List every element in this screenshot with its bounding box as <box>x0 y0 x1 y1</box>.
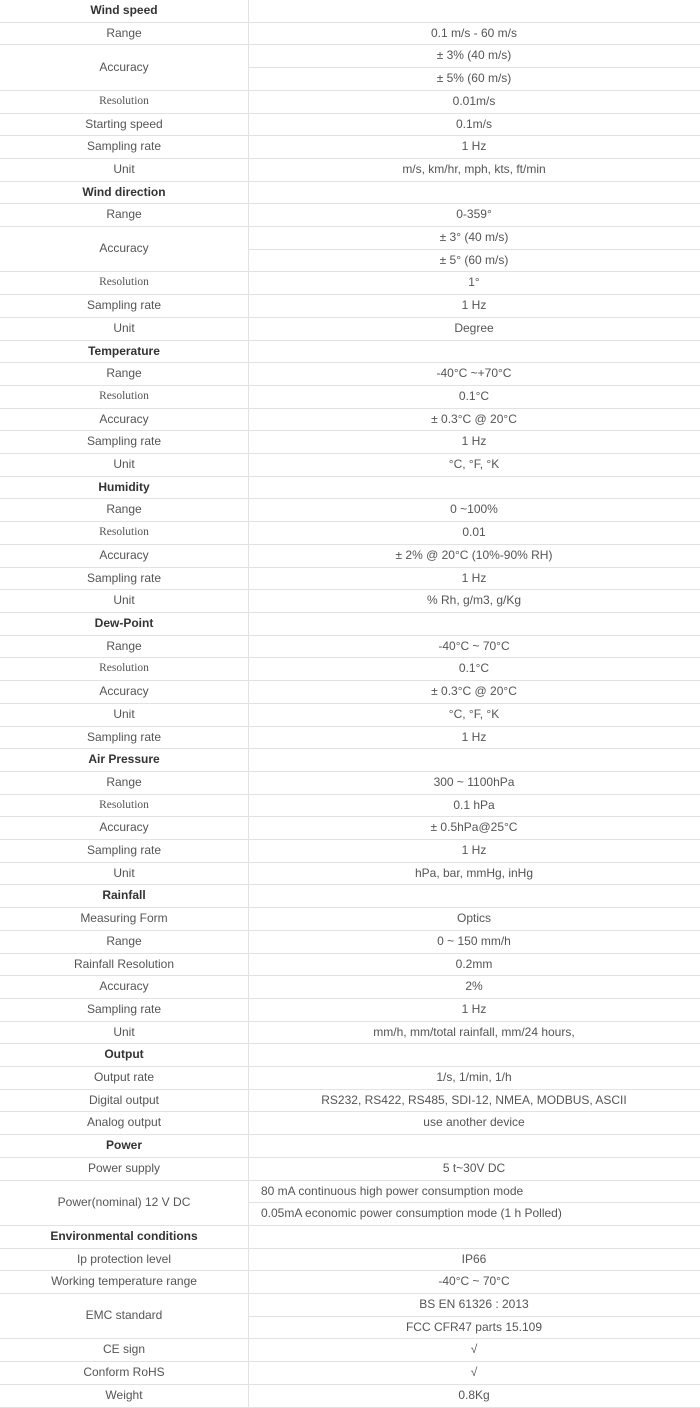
parameter-value: ± 5% (60 m/s) <box>249 68 700 91</box>
spec-row <box>0 862 700 885</box>
spec-row <box>0 976 700 999</box>
parameter-value: 0.2mm <box>249 953 700 976</box>
parameter-value: 5 t~30V DC <box>249 1157 700 1180</box>
parameter-value: 80 mA continuous high power consumption mode <box>249 1180 700 1203</box>
parameter-label: Range <box>0 22 249 45</box>
spec-row <box>0 590 700 613</box>
spec-row <box>0 658 700 681</box>
parameter-value: ± 0.5hPa@25°C <box>249 817 700 840</box>
parameter-value: 1 Hz <box>249 726 700 749</box>
parameter-value: BS EN 61326 : 2013 <box>249 1294 700 1317</box>
section-empty-cell <box>249 0 700 22</box>
spec-row <box>0 113 700 136</box>
parameter-label: Unit <box>0 1021 249 1044</box>
parameter-label: Resolution <box>0 522 249 545</box>
parameter-label: Unit <box>0 862 249 885</box>
parameter-value: 1 Hz <box>249 136 700 159</box>
section-header-row <box>0 1044 700 1067</box>
section-empty-cell <box>249 749 700 772</box>
parameter-label: Accuracy <box>0 817 249 840</box>
parameter-label: Ip protection level <box>0 1248 249 1271</box>
parameter-label: Range <box>0 771 249 794</box>
section-header-row <box>0 885 700 908</box>
parameter-value: 0.8Kg <box>249 1384 700 1407</box>
parameter-label: Unit <box>0 317 249 340</box>
parameter-value: 0-359° <box>249 204 700 227</box>
parameter-label: Accuracy <box>0 227 249 272</box>
parameter-label: Resolution <box>0 90 249 113</box>
parameter-value: 2% <box>249 976 700 999</box>
spec-row <box>0 840 700 863</box>
parameter-value: RS232, RS422, RS485, SDI-12, NMEA, MODBUS, ASCII <box>249 1089 700 1112</box>
section-header-row <box>0 1135 700 1158</box>
parameter-label: Accuracy <box>0 45 249 90</box>
parameter-value: -40°C ~+70°C <box>249 363 700 386</box>
parameter-value: mm/h, mm/total rainfall, mm/24 hours, <box>249 1021 700 1044</box>
parameter-value: √ <box>249 1339 700 1362</box>
parameter-label: Analog output <box>0 1112 249 1135</box>
parameter-value: 0 ~100% <box>249 499 700 522</box>
spec-row <box>0 431 700 454</box>
section-empty-cell <box>249 476 700 499</box>
spec-row <box>0 408 700 431</box>
spec-row <box>0 681 700 704</box>
spec-row <box>0 930 700 953</box>
spec-row <box>0 227 700 250</box>
section-header-row <box>0 476 700 499</box>
parameter-value: use another device <box>249 1112 700 1135</box>
parameter-value: FCC CFR47 parts 15.109 <box>249 1316 700 1339</box>
section-header-row <box>0 340 700 363</box>
spec-row <box>0 317 700 340</box>
spec-row <box>0 1362 700 1385</box>
parameter-value: 1 Hz <box>249 567 700 590</box>
spec-row <box>0 703 700 726</box>
section-header-row <box>0 749 700 772</box>
spec-row <box>0 204 700 227</box>
parameter-value: Degree <box>249 317 700 340</box>
parameter-label: Unit <box>0 590 249 613</box>
parameter-value: 0.01 <box>249 522 700 545</box>
parameter-value: 0.1 m/s - 60 m/s <box>249 22 700 45</box>
parameter-label: Sampling rate <box>0 567 249 590</box>
parameter-value: °C, °F, °K <box>249 703 700 726</box>
parameter-label: Resolution <box>0 272 249 295</box>
parameter-label: Rainfall Resolution <box>0 953 249 976</box>
parameter-label: Output rate <box>0 1067 249 1090</box>
parameter-value: ± 3% (40 m/s) <box>249 45 700 68</box>
parameter-value: ± 5° (60 m/s) <box>249 249 700 272</box>
parameter-value: 300 ~ 1100hPa <box>249 771 700 794</box>
parameter-value: 1/s, 1/min, 1/h <box>249 1067 700 1090</box>
section-header-row <box>0 612 700 635</box>
section-title: Temperature <box>0 340 249 363</box>
spec-row <box>0 544 700 567</box>
parameter-value: 0.01m/s <box>249 90 700 113</box>
parameter-value: IP66 <box>249 1248 700 1271</box>
section-title: Wind direction <box>0 181 249 204</box>
parameter-value: % Rh, g/m3, g/Kg <box>249 590 700 613</box>
section-title: Air Pressure <box>0 749 249 772</box>
parameter-label: Resolution <box>0 658 249 681</box>
parameter-label: Resolution <box>0 794 249 817</box>
section-title: Environmental conditions <box>0 1225 249 1248</box>
parameter-label: Accuracy <box>0 681 249 704</box>
parameter-label: Sampling rate <box>0 840 249 863</box>
section-title: Dew-Point <box>0 612 249 635</box>
spec-row <box>0 385 700 408</box>
section-empty-cell <box>249 1135 700 1158</box>
spec-row <box>0 567 700 590</box>
parameter-value: -40°C ~ 70°C <box>249 635 700 658</box>
spec-row <box>0 1248 700 1271</box>
parameter-value: ± 0.3°C @ 20°C <box>249 408 700 431</box>
parameter-label: Unit <box>0 454 249 477</box>
spec-row <box>0 998 700 1021</box>
parameter-label: Range <box>0 204 249 227</box>
parameter-label: Starting speed <box>0 113 249 136</box>
spec-row <box>0 635 700 658</box>
parameter-label: Sampling rate <box>0 295 249 318</box>
section-title: Wind speed <box>0 0 249 22</box>
parameter-value: 0.1m/s <box>249 113 700 136</box>
spec-row <box>0 90 700 113</box>
spec-row <box>0 1112 700 1135</box>
parameter-value: Optics <box>249 908 700 931</box>
parameter-value: hPa, bar, mmHg, inHg <box>249 862 700 885</box>
parameter-value: 0.1°C <box>249 658 700 681</box>
parameter-label: Digital output <box>0 1089 249 1112</box>
parameter-label: Accuracy <box>0 408 249 431</box>
section-empty-cell <box>249 885 700 908</box>
spec-row <box>0 136 700 159</box>
spec-row <box>0 1021 700 1044</box>
spec-row <box>0 1157 700 1180</box>
parameter-value: m/s, km/hr, mph, kts, ft/min <box>249 158 700 181</box>
spec-row <box>0 22 700 45</box>
parameter-label: Unit <box>0 158 249 181</box>
spec-row <box>0 1271 700 1294</box>
parameter-value: °C, °F, °K <box>249 454 700 477</box>
parameter-label: Conform RoHS <box>0 1362 249 1385</box>
section-empty-cell <box>249 1044 700 1067</box>
parameter-value: 1 Hz <box>249 840 700 863</box>
section-header-row <box>0 1225 700 1248</box>
parameter-label: Power supply <box>0 1157 249 1180</box>
parameter-value: 0.05mA economic power consumption mode (1 h Polled) <box>249 1203 700 1226</box>
spec-row <box>0 1294 700 1317</box>
parameter-value: ± 3° (40 m/s) <box>249 227 700 250</box>
spec-row <box>0 158 700 181</box>
parameter-value: 1 Hz <box>249 998 700 1021</box>
parameter-value: -40°C ~ 70°C <box>249 1271 700 1294</box>
parameter-label: Power(nominal) 12 V DC <box>0 1180 249 1225</box>
spec-row <box>0 908 700 931</box>
section-empty-cell <box>249 1225 700 1248</box>
spec-row <box>0 272 700 295</box>
parameter-value: 0.1 hPa <box>249 794 700 817</box>
parameter-label: CE sign <box>0 1339 249 1362</box>
parameter-value: ± 0.3°C @ 20°C <box>249 681 700 704</box>
spec-row <box>0 1339 700 1362</box>
spec-row <box>0 1089 700 1112</box>
parameter-value: 1 Hz <box>249 431 700 454</box>
parameter-label: Range <box>0 930 249 953</box>
parameter-label: Unit <box>0 703 249 726</box>
section-header-row <box>0 181 700 204</box>
parameter-label: Working temperature range <box>0 1271 249 1294</box>
spec-row <box>0 953 700 976</box>
parameter-value: 1° <box>249 272 700 295</box>
parameter-value: 0.1°C <box>249 385 700 408</box>
parameter-value: ± 2% @ 20°C (10%-90% RH) <box>249 544 700 567</box>
spec-row <box>0 817 700 840</box>
spec-row <box>0 726 700 749</box>
spec-row <box>0 1067 700 1090</box>
parameter-label: Sampling rate <box>0 136 249 159</box>
spec-row <box>0 1180 700 1203</box>
parameter-label: Range <box>0 635 249 658</box>
section-title: Humidity <box>0 476 249 499</box>
parameter-label: EMC standard <box>0 1294 249 1339</box>
parameter-label: Range <box>0 499 249 522</box>
parameter-label: Accuracy <box>0 544 249 567</box>
spec-row <box>0 454 700 477</box>
section-title: Output <box>0 1044 249 1067</box>
parameter-label: Measuring Form <box>0 908 249 931</box>
parameter-label: Resolution <box>0 385 249 408</box>
section-empty-cell <box>249 181 700 204</box>
parameter-value: 1 Hz <box>249 295 700 318</box>
spec-row <box>0 295 700 318</box>
parameter-label: Sampling rate <box>0 726 249 749</box>
parameter-label: Sampling rate <box>0 431 249 454</box>
parameter-label: Weight <box>0 1384 249 1407</box>
parameter-value: √ <box>249 1362 700 1385</box>
parameter-label: Sampling rate <box>0 998 249 1021</box>
section-title: Power <box>0 1135 249 1158</box>
section-header-row <box>0 0 700 22</box>
section-empty-cell <box>249 612 700 635</box>
spec-row <box>0 771 700 794</box>
spec-row <box>0 45 700 68</box>
section-empty-cell <box>249 340 700 363</box>
parameter-label: Range <box>0 363 249 386</box>
section-title: Rainfall <box>0 885 249 908</box>
parameter-value: 0 ~ 150 mm/h <box>249 930 700 953</box>
spec-row <box>0 794 700 817</box>
parameter-label: Accuracy <box>0 976 249 999</box>
spec-row <box>0 522 700 545</box>
spec-row <box>0 363 700 386</box>
spec-row <box>0 499 700 522</box>
